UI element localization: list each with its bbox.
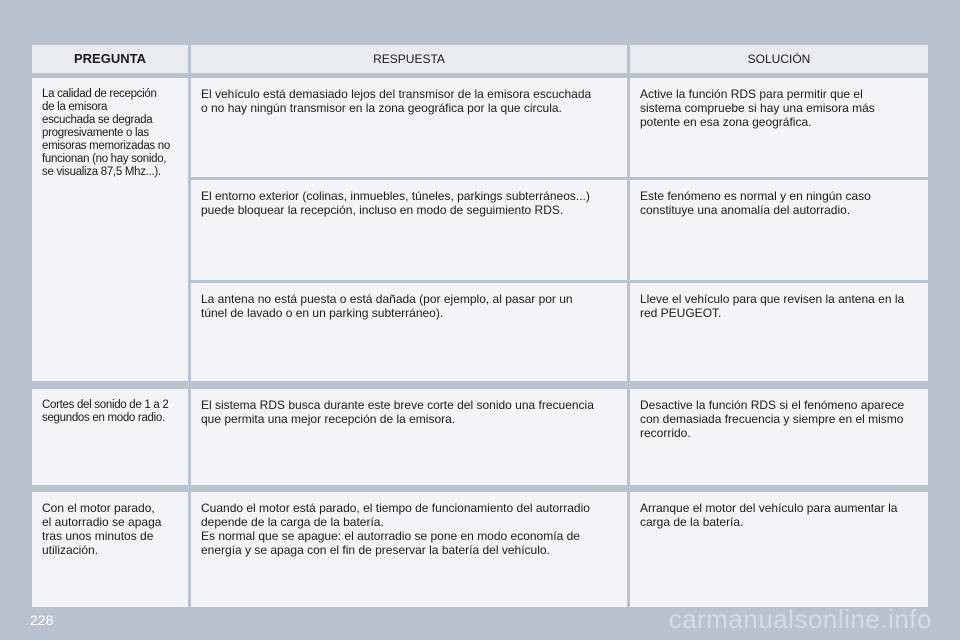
question-sound-cuts: Cortes del sonido de 1 a 2 segundos en modo radio. [32,389,188,485]
question-radio-off: Con el motor parado, el autorradio se apaga tras unos minutos de utilización. [32,492,188,607]
solution-activate-rds: Active la función RDS para permitir que el sistema compruebe si hay una emisora más potente en esa zona geográfica. [630,78,928,177]
header-respuesta: RESPUESTA [191,45,627,73]
answer-rds-search: El sistema RDS busca durante este breve corte del sonido una frecuencia que permita una mejor recepción de la emisora. [191,389,627,485]
header-pregunta: PREGUNTA [32,45,188,73]
watermark: carmanualsonline.info [668,604,932,634]
answer-battery: Cuando el motor está parado, el tiempo de funcionamiento del autorradio depende de la carga de la batería. Es normal que se apague: el autorradio se pone en modo economía de energía y se apaga con el fin de preservar la batería del vehículo. [191,492,627,607]
solution-start-engine: Arranque el motor del vehículo para aumentar la carga de la batería. [630,492,928,607]
question-reception: La calidad de recepción de la emisora escuchada se degrada progresivamente o las emisoras memorizadas no funcionan (no hay sonido, se visualiza 87,5 Mhz...). [32,78,188,381]
solution-normal: Este fenómeno es normal y en ningún caso constituye una anomalía del autorradio. [630,180,928,280]
page-number: 228 [30,612,54,628]
header-solucion: SOLUCIÓN [630,45,928,73]
solution-deactivate-rds: Desactive la función RDS si el fenómeno aparece con demasiada frecuencia y siempre en el mismo recorrido. [630,389,928,485]
solution-check-antenna: Lleve el vehículo para que revisen la antena en la red PEUGEOT. [630,283,928,381]
answer-too-far: El vehículo está demasiado lejos del transmisor de la emisora escuchada o no hay ningún transmisor en la zona geográfica por la que circula. [191,78,627,177]
answer-environment: El entorno exterior (colinas, inmuebles, túneles, parkings subterráneos...) puede bloquear la recepción, incluso en modo de seguimiento RDS. [191,180,627,280]
answer-antenna: La antena no está puesta o está dañada (por ejemplo, al pasar por un túnel de lavado o en un parking subterráneo). [191,283,627,381]
